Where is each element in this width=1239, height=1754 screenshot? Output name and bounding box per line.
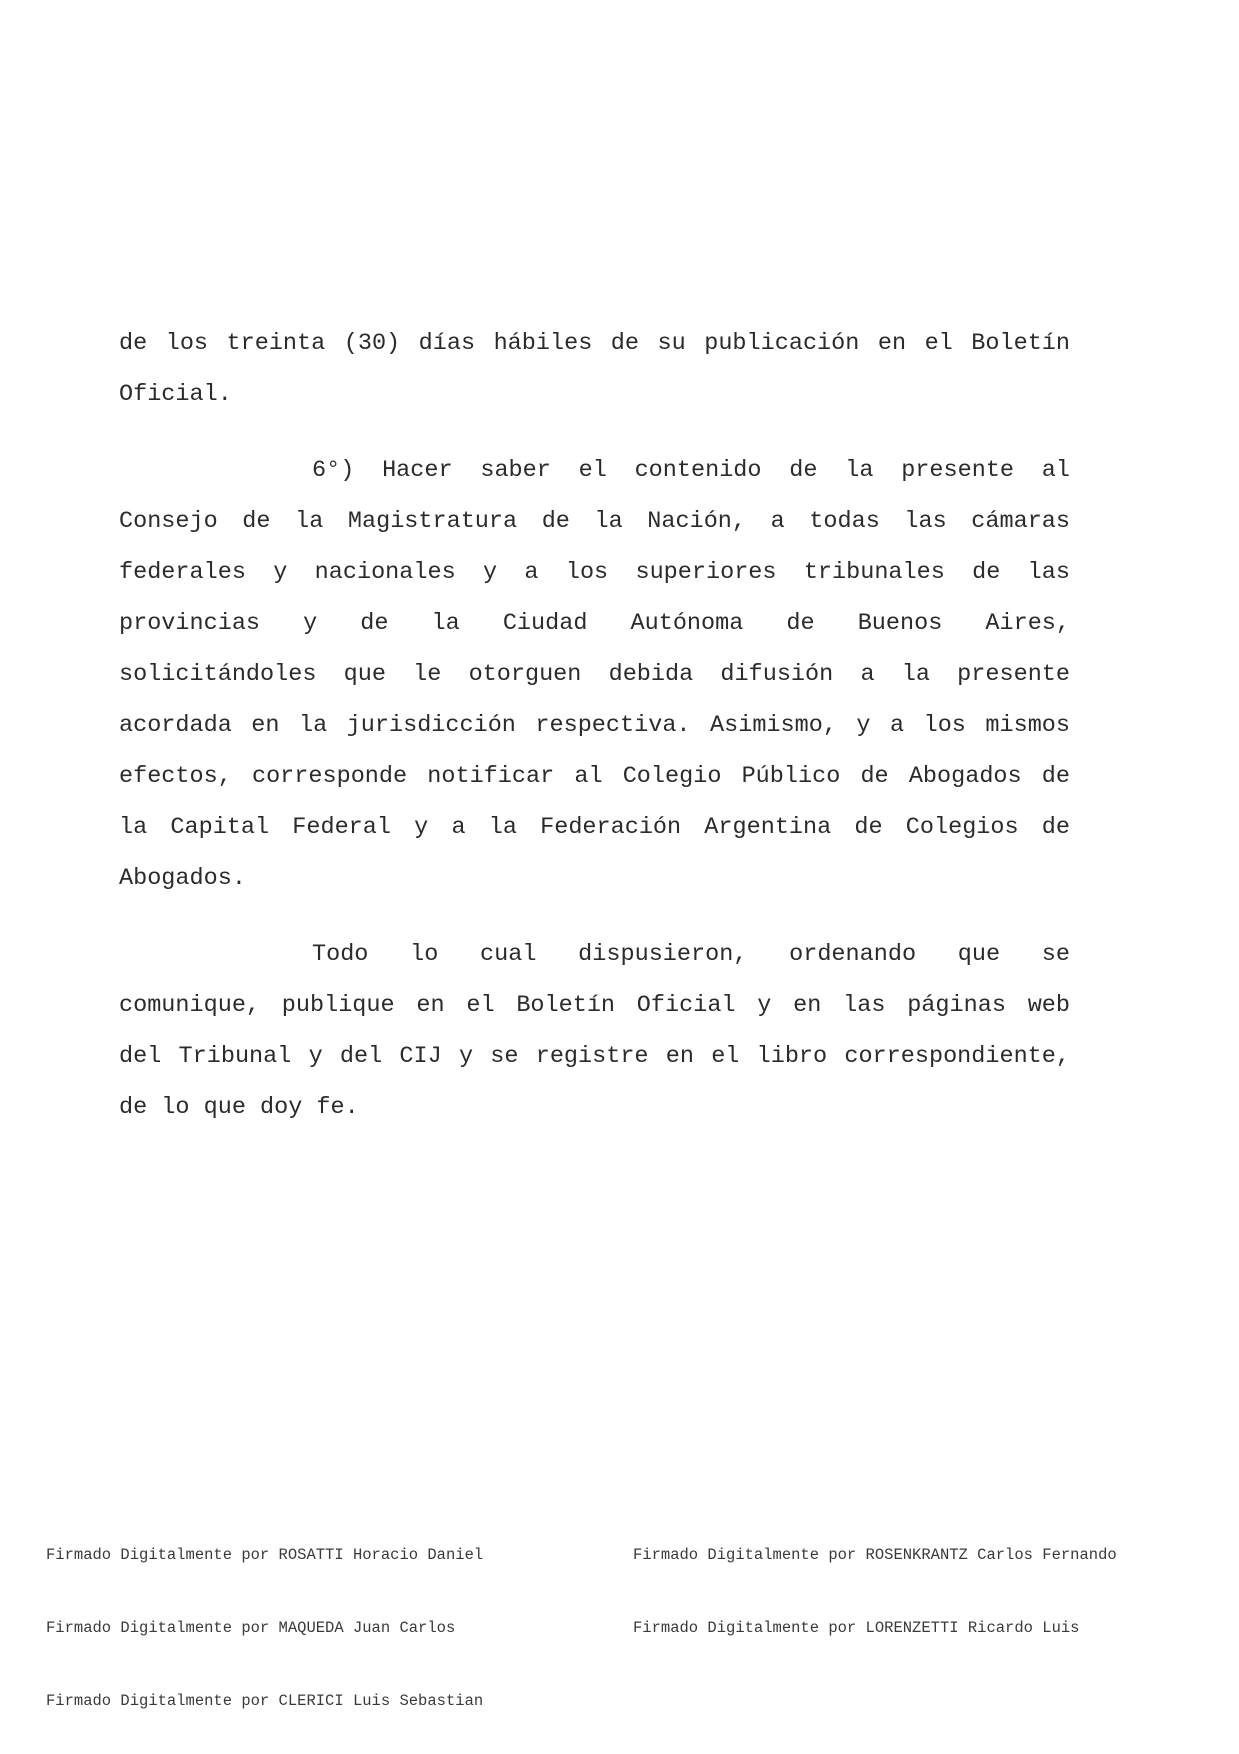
paragraph-line: de lo que doy fe. xyxy=(119,1094,359,1121)
signature-maqueda: Firmado Digitalmente por MAQUEDA Juan Carlos xyxy=(46,1619,456,1637)
paragraph-line: Oficial. xyxy=(119,381,232,408)
paragraph-line: federales y nacionales y a los superiores tribunales de las xyxy=(119,559,1070,586)
signature-lorenzetti: Firmado Digitalmente por LORENZETTI Ricardo Luis xyxy=(633,1619,1080,1637)
paragraph-line: efectos, corresponde notificar al Colegio Público de Abogados de xyxy=(119,763,1070,790)
signature-rosenkrantz: Firmado Digitalmente por ROSENKRANTZ Carlos Fernando xyxy=(633,1546,1117,1564)
paragraph-line: Consejo de la Magistratura de la Nación, a todas las cámaras xyxy=(119,508,1070,535)
signature-clerici: Firmado Digitalmente por CLERICI Luis Sebastian xyxy=(46,1692,484,1710)
paragraph-line: del Tribunal y del CIJ y se registre en el libro correspondiente, xyxy=(119,1043,1070,1070)
paragraph-line: Todo lo cual dispusieron, ordenando que se xyxy=(312,941,1070,968)
paragraph-line: la Capital Federal y a la Federación Argentina de Colegios de xyxy=(119,814,1070,841)
paragraph-line: Abogados. xyxy=(119,865,246,892)
paragraph-line: acordada en la jurisdicción respectiva. Asimismo, y a los mismos xyxy=(119,712,1070,739)
paragraph-line: de los treinta (30) días hábiles de su publicación en el Boletín xyxy=(119,330,1070,357)
paragraph-line: provincias y de la Ciudad Autónoma de Buenos Aires, xyxy=(119,610,1070,637)
signature-rosatti: Firmado Digitalmente por ROSATTI Horacio Daniel xyxy=(46,1546,484,1564)
paragraph-line: comunique, publique en el Boletín Oficial y en las páginas web xyxy=(119,992,1070,1019)
paragraph-line: 6°) Hacer saber el contenido de la presente al xyxy=(312,457,1070,484)
paragraph-line: solicitándoles que le otorguen debida difusión a la presente xyxy=(119,661,1070,688)
